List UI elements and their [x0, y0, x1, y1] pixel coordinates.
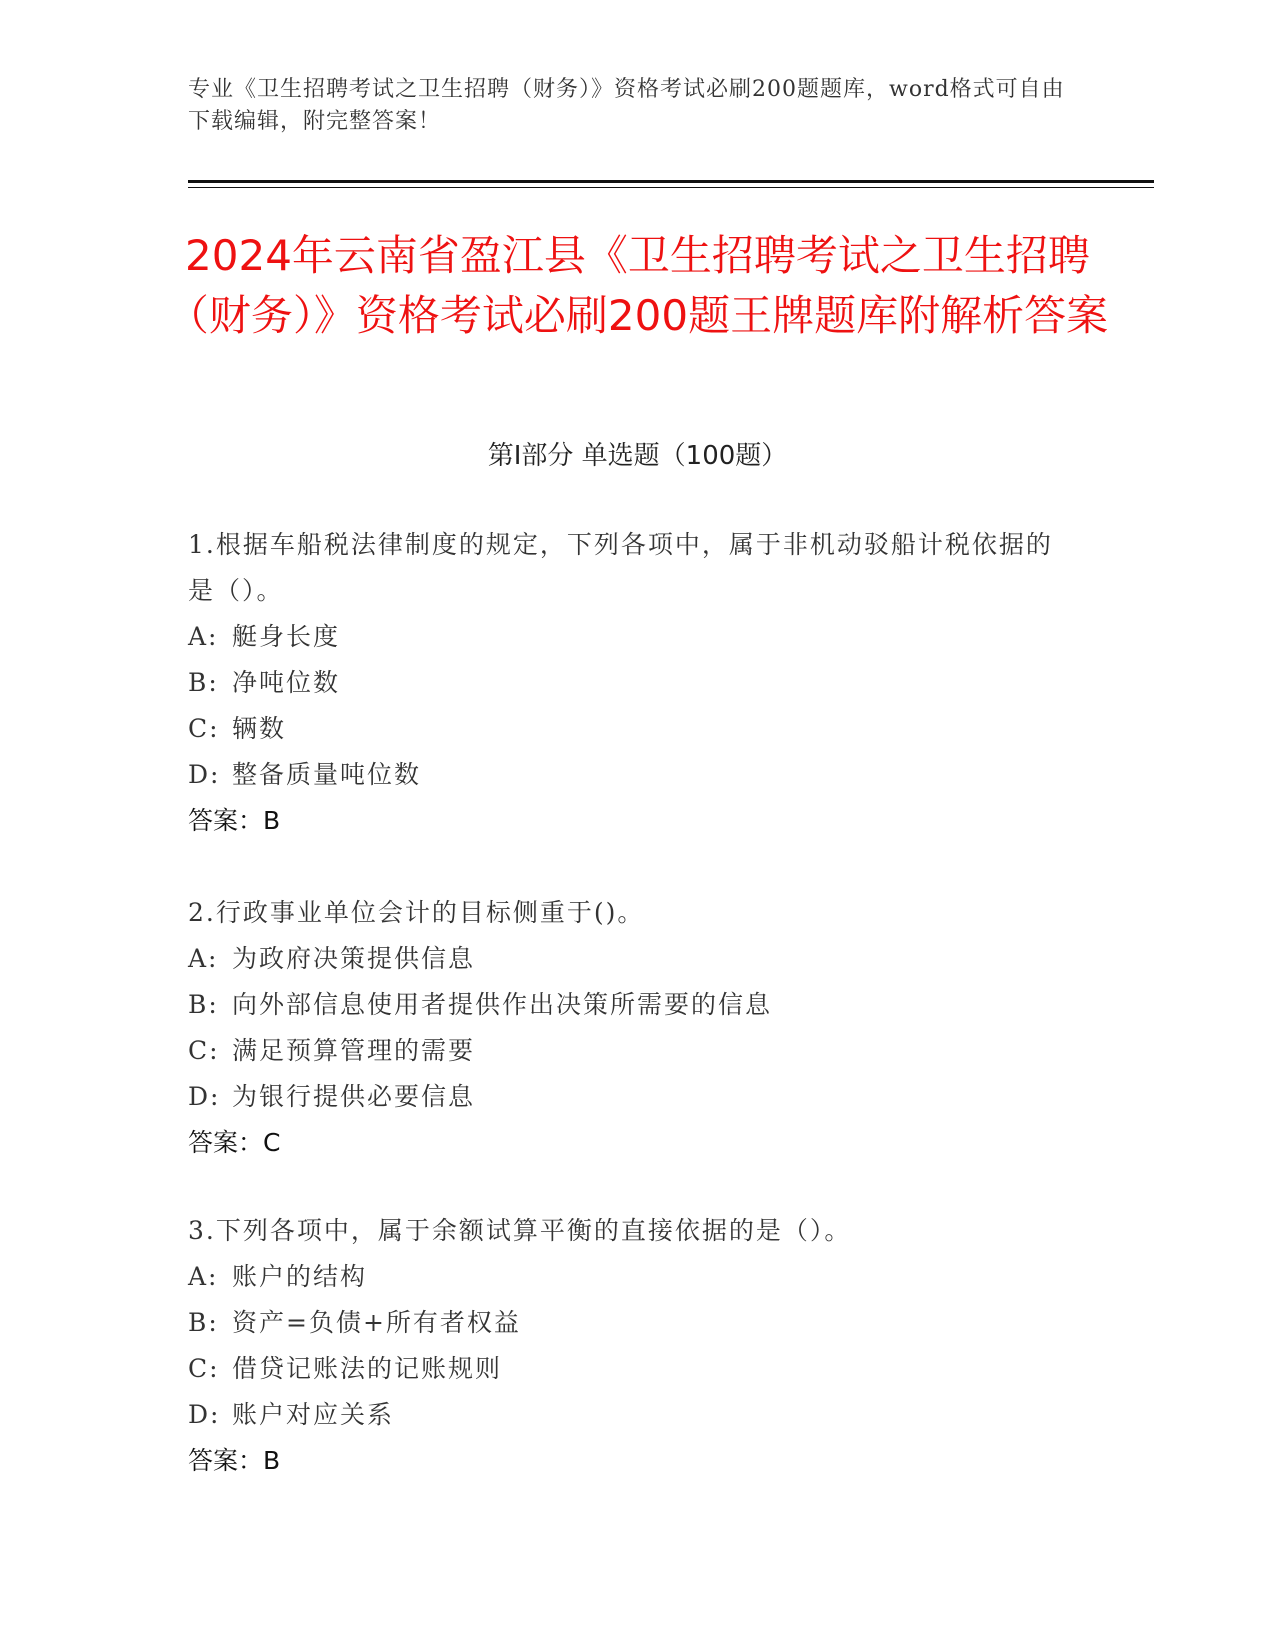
option-letter: A: — [188, 1262, 219, 1291]
header-note: 专业《卫生招聘考试之卫生招聘（财务）》资格考试必刷200题题库，word格式可自由下载编辑，附完整答案！ — [188, 77, 1065, 134]
question-2 — [188, 890, 1068, 1166]
option-letter: C: — [188, 714, 220, 743]
option-a — [188, 936, 1068, 982]
option-text: 满足预算管理的需要 — [232, 1036, 476, 1065]
option-text: 艇身长度 — [232, 622, 341, 651]
option-letter: D: — [188, 1082, 221, 1111]
option-letter: D: — [188, 1400, 221, 1429]
option-text: 整备质量吨位数 — [232, 760, 422, 789]
document-title: 2024年云南省盈江县《卫生招聘考试之卫生招聘（财务）》资格考试必刷200题王牌题库附解析答案 — [166, 231, 1109, 340]
option-text: 净吨位数 — [232, 668, 341, 697]
option-d — [188, 752, 1068, 798]
question-1 — [188, 522, 1068, 844]
option-c — [188, 706, 1068, 752]
option-text: 账户对应关系 — [232, 1400, 395, 1429]
option-a — [188, 614, 1068, 660]
question-text: 1.根据车船税法律制度的规定，下列各项中，属于非机动驳船计税依据的是（）。 — [188, 530, 1053, 605]
option-text: 借贷记账法的记账规则 — [232, 1354, 503, 1383]
option-letter: B: — [188, 668, 219, 697]
option-d — [188, 1074, 1068, 1120]
option-letter: A: — [188, 944, 219, 973]
option-text: 为政府决策提供信息 — [232, 944, 476, 973]
answer: 答案：C — [188, 1128, 281, 1157]
question-text: 2.行政事业单位会计的目标侧重于()。 — [188, 898, 645, 927]
option-a — [188, 1254, 1068, 1300]
section-title: 第Ⅰ部分 单选题（100题） — [487, 441, 788, 471]
option-b — [188, 1300, 1068, 1346]
option-c — [188, 1028, 1068, 1074]
answer: 答案：B — [188, 806, 281, 835]
option-c — [188, 1346, 1068, 1392]
option-text: 辆数 — [232, 714, 287, 743]
option-text: 为银行提供必要信息 — [232, 1082, 476, 1111]
header-rule-thin — [188, 187, 1154, 188]
option-d — [188, 1392, 1068, 1438]
option-letter: C: — [188, 1036, 220, 1065]
option-letter: B: — [188, 990, 219, 1019]
answer: 答案：B — [188, 1446, 281, 1475]
option-text: 向外部信息使用者提供作出决策所需要的信息 — [232, 990, 773, 1019]
option-letter: C: — [188, 1354, 220, 1383]
option-letter: B: — [188, 1308, 219, 1337]
option-b — [188, 982, 1068, 1028]
option-text: 账户的结构 — [232, 1262, 368, 1291]
option-letter: A: — [188, 622, 219, 651]
question-3 — [188, 1208, 1068, 1484]
option-b — [188, 660, 1068, 706]
option-letter: D: — [188, 760, 221, 789]
option-text: 资产=负债+所有者权益 — [232, 1308, 521, 1337]
header-rule-thick — [188, 180, 1154, 183]
question-text: 3.下列各项中，属于余额试算平衡的直接依据的是（）。 — [188, 1216, 852, 1245]
